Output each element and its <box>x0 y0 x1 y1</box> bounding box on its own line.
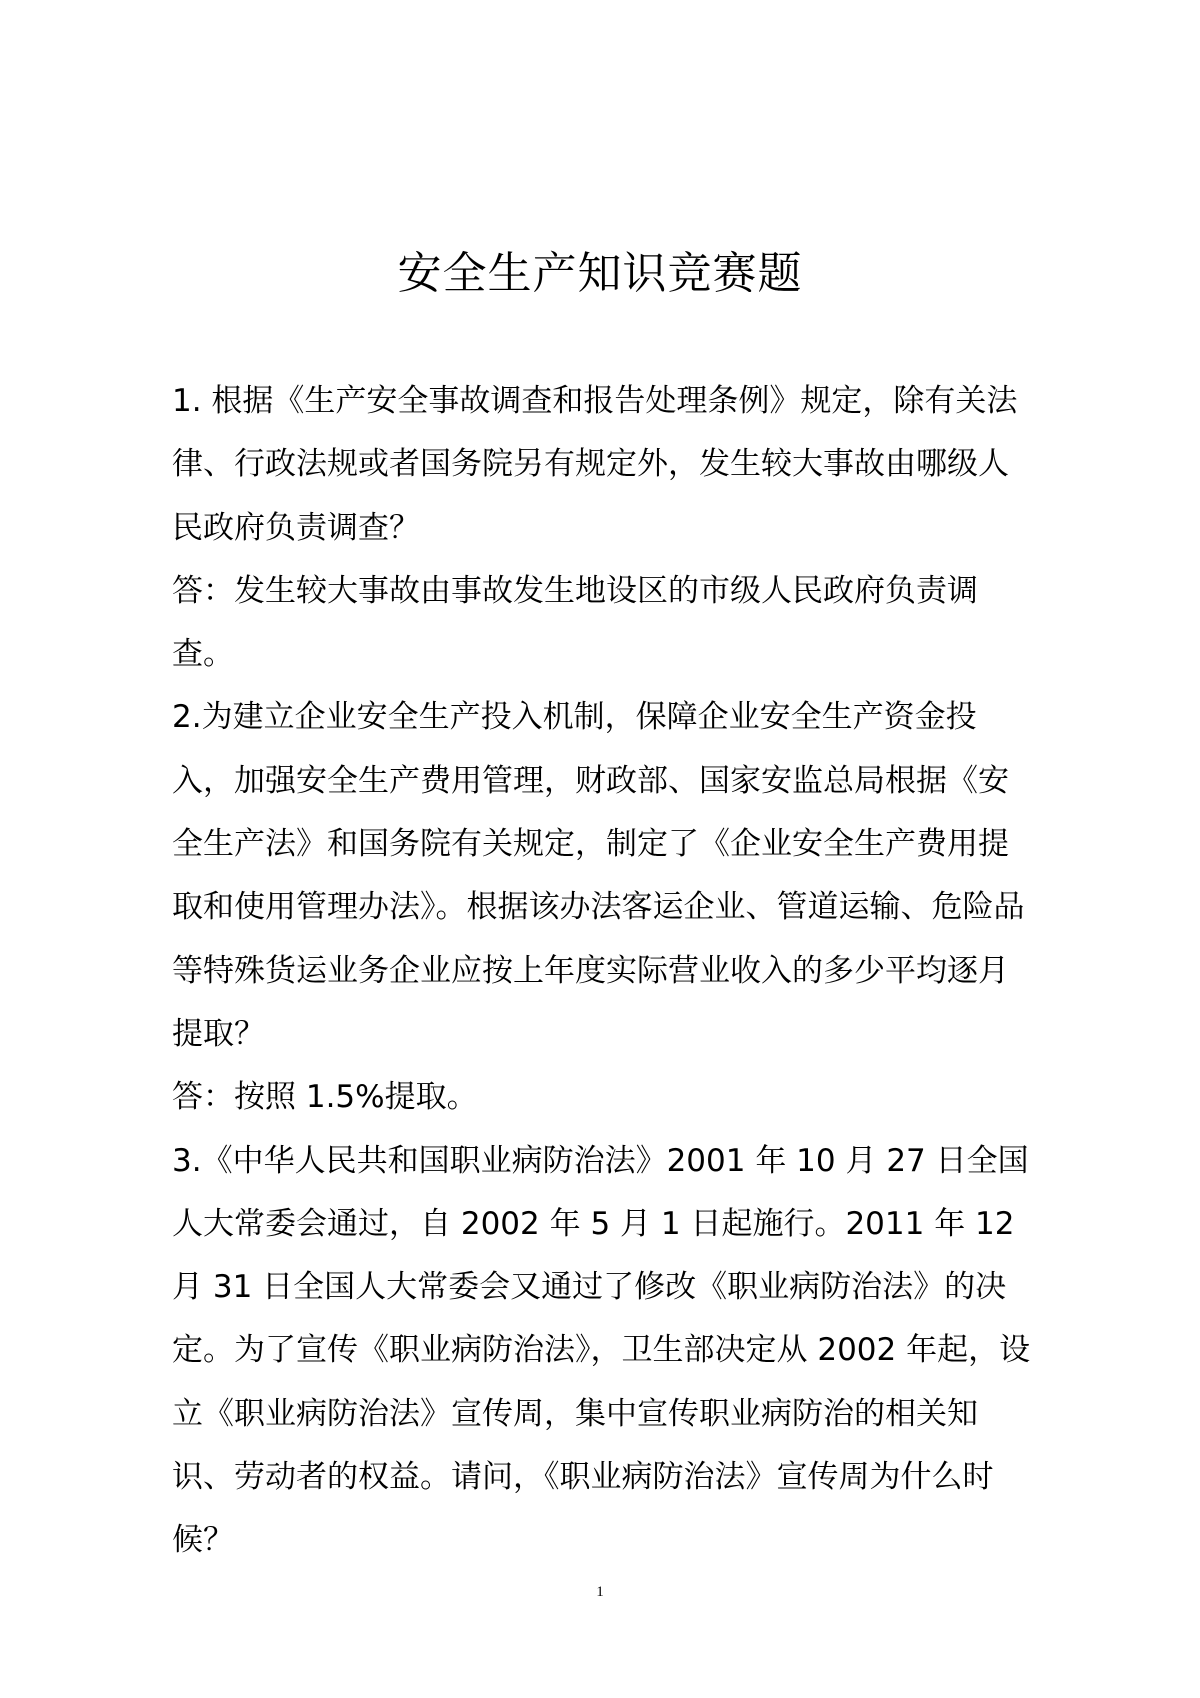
page-number: 1 <box>596 1584 604 1600</box>
document-body <box>172 370 1034 1573</box>
question-3: 3.《中华人民共和国职业病防治法》2001 年 10 月 27 日全国人大常委会通过，自 2002 年 5 月 1 日起施行。2011 年 12 月 31 日全国人大常委会又通过了修改《职业病防治法》的决定。为了宣传《职业病防治法》，卫生部决定从 2002 年起，设立《职业病防治法》宣传周，集中宣传职业病防治的相关知识、劳动者的权益。请问，《职业病防治法》宣传周为什么时候？ <box>172 1142 1031 1559</box>
answer-1: 答：发生较大事故由事故发生地设区的市级人民政府负责调查。 <box>172 572 978 673</box>
document-title: 安全生产知识竞赛题 <box>397 248 803 299</box>
question-2: 2.为建立企业安全生产投入机制，保障企业安全生产资金投入，加强安全生产费用管理，财政部、国家安监总局根据《安全生产法》和国务院有关规定，制定了《企业安全生产费用提取和使用管理办法》。根据该办法客运企业、管道运输、危险品等特殊货运业务企业应按上年度实际营业收入的多少平均逐月提取？ <box>172 699 1025 1052</box>
answer-2: 答：按照 1.5%提取。 <box>172 1079 478 1116</box>
question-1: 1. 根据《生产安全事故调查和报告处理条例》规定，除有关法律、行政法规或者国务院另有规定外，发生较大事故由哪级人民政府负责调查？ <box>172 383 1018 546</box>
